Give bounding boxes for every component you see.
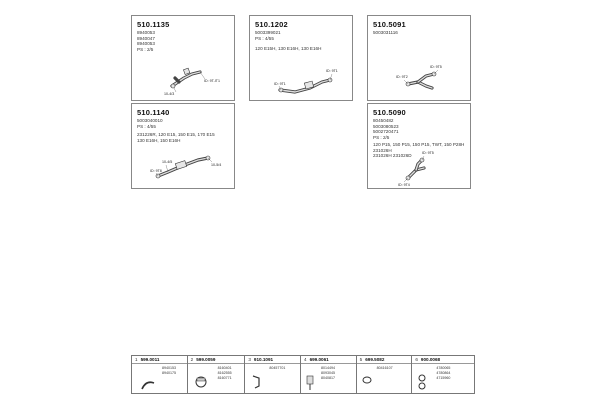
part-number: 4 bbox=[304, 357, 307, 362]
reference-list bbox=[373, 30, 398, 36]
reference-line: PS : 2/5 bbox=[137, 46, 154, 52]
part-number: 5 bbox=[359, 357, 363, 362]
reference-line: 8940053 bbox=[137, 30, 155, 35]
reference-line: 5003031116 bbox=[373, 30, 398, 35]
part-ref: 8940175 bbox=[162, 371, 176, 375]
pipe-label: ID: 9T-IT1 bbox=[204, 79, 220, 83]
pipe-label: ID: 9T4 bbox=[398, 183, 410, 187]
application-line: 231026H 231026D bbox=[373, 153, 412, 159]
reference-line: 80450482 bbox=[373, 118, 394, 123]
bracket-icon bbox=[245, 356, 301, 395]
application-line: 120 P15, 150 P15, 150 P15, TWT, 150 P28H bbox=[373, 142, 465, 147]
reference-list bbox=[255, 30, 281, 41]
reference-line: 5003399021 bbox=[255, 30, 281, 35]
part-ref: 80416107 bbox=[376, 366, 393, 370]
product-code[interactable]: 510.5091 bbox=[373, 20, 406, 29]
reference-line: 5002720471 bbox=[373, 129, 399, 135]
application-note: 120 E15H, 130 E16H, 130 E16H bbox=[255, 46, 322, 51]
part-ref: 80457701 bbox=[269, 366, 286, 370]
part-code[interactable]: 910.1091 bbox=[253, 357, 274, 362]
reference-line: PS : 2/5 bbox=[373, 134, 390, 140]
part-refs bbox=[377, 366, 393, 371]
part-cell[interactable] bbox=[132, 356, 188, 393]
product-code[interactable]: 510.1135 bbox=[137, 20, 170, 29]
pipe-label: 10-4/3 bbox=[164, 92, 175, 96]
part-code[interactable]: 599.0011 bbox=[140, 357, 160, 362]
part-code[interactable]: 699.5082 bbox=[365, 357, 385, 362]
part-refs bbox=[218, 366, 232, 381]
reference-line: 8940047 bbox=[137, 35, 155, 41]
part-cell[interactable] bbox=[245, 356, 301, 393]
part-ref: 8160771 bbox=[217, 376, 232, 380]
part-ref: 4715960 bbox=[436, 376, 451, 380]
reference-line: 5003080523 bbox=[373, 123, 399, 129]
pipe-label: ID: 9T1 bbox=[274, 82, 286, 86]
part-number: 2 bbox=[190, 357, 194, 362]
application-note bbox=[137, 132, 215, 143]
part-number: 3 bbox=[248, 357, 251, 362]
application-note bbox=[373, 142, 464, 159]
pipe-label: 10-5/4 bbox=[211, 163, 222, 167]
part-ref: 4780864 bbox=[436, 371, 451, 375]
application-line: 231226R, 120 E15, 150 E15, 170 E15 bbox=[137, 132, 215, 137]
pipe-label: ID: 9T5 bbox=[430, 65, 442, 69]
part-refs bbox=[269, 366, 285, 371]
part-illustration bbox=[132, 356, 188, 395]
part-ref: 8940153 bbox=[162, 366, 176, 370]
part-refs bbox=[321, 366, 335, 381]
reference-list bbox=[373, 118, 399, 140]
product-card-510-1202[interactable] bbox=[249, 15, 353, 101]
product-code[interactable]: 510.1140 bbox=[137, 108, 170, 117]
reference-line: PS : 4/55 bbox=[255, 35, 274, 41]
reference-line: 8940053 bbox=[137, 41, 155, 47]
pipe-label: ID: 9T1 bbox=[326, 69, 338, 73]
pipe-label: ID: 9T2 bbox=[396, 75, 408, 79]
reference-list bbox=[137, 118, 163, 129]
part-ref: 8040817 bbox=[321, 376, 335, 380]
part-ref: 8014494 bbox=[321, 366, 335, 370]
accessory-parts-table bbox=[131, 355, 475, 394]
part-refs bbox=[162, 366, 176, 376]
product-card-510-5091[interactable] bbox=[367, 15, 471, 101]
reference-line: 5003040010 bbox=[137, 118, 163, 123]
part-number: 1 bbox=[135, 357, 138, 362]
part-cell[interactable] bbox=[301, 356, 357, 393]
reference-line: PS : 4/55 bbox=[137, 123, 156, 129]
pipe-label: ID: 9T5 bbox=[422, 151, 434, 155]
gasket-icon bbox=[357, 356, 413, 395]
part-ref: 4780065 bbox=[436, 366, 451, 370]
part-cell[interactable] bbox=[412, 356, 474, 393]
pipe-label: ID: 9T8 bbox=[150, 169, 162, 173]
part-code[interactable]: 599.0059 bbox=[196, 357, 216, 362]
part-ref: 8093045 bbox=[321, 371, 335, 375]
part-ref: 8160401 bbox=[217, 366, 232, 370]
part-code[interactable]: 699.0061 bbox=[309, 357, 329, 362]
part-number: 6 bbox=[415, 357, 418, 362]
part-ref: 8162555 bbox=[217, 371, 232, 375]
product-code[interactable]: 510.5090 bbox=[373, 108, 406, 117]
product-code[interactable]: 510.1202 bbox=[255, 20, 288, 29]
part-cell[interactable] bbox=[188, 356, 246, 393]
pipe-label: 10-4/5 bbox=[162, 160, 173, 164]
clamp-icon bbox=[188, 356, 246, 395]
application-line: 130 E16H, 150 E16H bbox=[137, 137, 181, 143]
part-cell[interactable] bbox=[357, 356, 413, 393]
part-refs bbox=[436, 366, 450, 381]
product-card-510-1135[interactable] bbox=[131, 15, 235, 101]
application-line: 231026H bbox=[373, 147, 392, 153]
part-code[interactable]: 900.0068 bbox=[420, 357, 441, 362]
product-card-510-5090[interactable] bbox=[367, 103, 471, 189]
reference-list bbox=[137, 30, 155, 52]
product-card-510-1140[interactable] bbox=[131, 103, 235, 189]
